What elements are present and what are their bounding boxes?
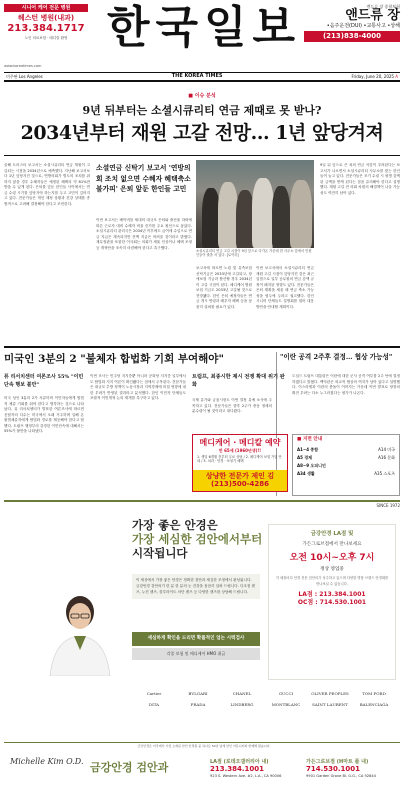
left-ad-note: 노인 의료보험 · 메디칼 환영 xyxy=(24,35,68,40)
section-divider xyxy=(4,346,400,348)
brand-logo: DITA xyxy=(148,702,160,707)
right-ad-phone: (213)838-4000 xyxy=(304,31,400,42)
brand-logo: MONTBLANC xyxy=(271,702,301,707)
optical-ad-headline: 가장 좋은 안경은 가장 세심한 검안에서부터 시작됩니다 xyxy=(132,518,263,560)
doctor-illustration xyxy=(40,590,120,676)
medicare-ad-title: 메디케어 · 메디칼 예약 xyxy=(193,438,287,448)
masthead-right-ad[interactable] xyxy=(304,4,400,64)
hours-box-oc-phone[interactable]: OC점 : 714.530.1001 xyxy=(297,599,367,607)
optical-ad-green-band: 세심하게 확인을 드리면 확률적인 업는 시력검사 xyxy=(132,632,260,646)
left-ad-name: 헤스턴 병원(내과) xyxy=(17,14,75,23)
iran-subhead: 트럼프, 최종시한 제시 전쟁 확대 위기 완화 xyxy=(192,374,285,388)
hours-box-line-a: 금강안경 LA점 및 xyxy=(310,531,354,537)
photo-figure xyxy=(218,182,238,248)
hours-box-la-phone[interactable]: LA점 : 213.384.1001 xyxy=(298,591,366,598)
brand-logo: OLIVER PEOPLES xyxy=(311,691,349,696)
immigration-column-2: 이번 조사는 민주당 지지층뿐 아니라 공화당 지지층 일부에서도 합법화 지지 여론이 확인됐다는 점에서 주목된다. 전문가들은 대규모 추방 정책이 노동시장과 지역경제에 미칠 영향에 대한 우려가 반영된 결과라고 분석했다. 한인 이민자 단체들도 포괄적 이민개혁 논의 재개를 촉구하고 있다. xyxy=(90,374,186,401)
photo-figure xyxy=(290,180,312,248)
right-ad-name: 앤드류 장 xyxy=(345,8,400,23)
english-title: THE KOREA TIMES xyxy=(171,73,223,80)
masthead-left-ad[interactable] xyxy=(4,4,88,64)
brand-logo: GUCCI xyxy=(278,691,294,696)
photo-caption: 소셜시큐리티 연금 고갈 시점이 9년 앞으로 다가온 가운데 한 사무소 앞에서 민원인들이 줄을 서 있다. [로이터] xyxy=(196,249,312,258)
masthead xyxy=(4,4,400,72)
lead-kicker: ■ 이슈 분석 xyxy=(188,93,216,99)
la-location[interactable]: LA점 (로데오갤러리아 내) 213.384.1001 923 S. Western Ave. #2, L.A., CA 90006 xyxy=(210,759,282,778)
brand-logo: BVLGARI xyxy=(188,691,208,696)
photo-figure xyxy=(252,178,274,248)
hours-box-copy: 각 매장마다 안경 전문 검안의가 상주하고 있으며 다양한 명품 브랜드 안경테를 만나보실 수 있습니다. xyxy=(275,576,389,586)
medicare-ad-subtitle: 만 65세 (1960년생)!! xyxy=(218,448,262,453)
brand-logo-strip xyxy=(132,688,396,710)
footer-note: 금강안경은 미국에서 가장 오래된 한인 안경원 중 하나로 50년 넘게 한인 커뮤니티와 함께해 왔습니다. xyxy=(137,744,271,748)
lead-column-4: 이번 보고서에서 소셜시큐리티 연금 재원 고갈 시점이 앞당겨진 것은 최근 입법으로 일부 공무원의 연금 감액 규정이 폐지된 영향도 있다. 전문가들은 은퇴 계획을 세울 때 연금 축소 가능성을 염두에 두라고 권고했다. 한인 시니어 단체들도 설명회를 열어 대응 방안을 안내할 계획이다. xyxy=(256,266,314,309)
medicare-ad-phone: 상냥한 전문가 제인 김 (213)500-4286 xyxy=(193,470,287,492)
hours-box-hours: 오전 10시~오후 7시 xyxy=(289,553,375,564)
lead-headline-main[interactable]: 2034년부터 재원 고갈 전망… 1년 앞당겨져 xyxy=(20,122,384,144)
immigration-column-1: 미국 성인 3분의 2가 서류미비 이민자들에게 합법적 체류 기회를 줘야 한다고 생각하는 것으로 나타났다. 퓨 리서치센터가 발표한 여론조사에 따르면 응답자의 다수는 미국에서 오래 거주하며 일해 온 불법체류자에게 합법화 경로를 제공해야 한다고 답했다. 트럼프 행정부의 강경한 이민단속에 대해서는 55%가 불만을 나타냈다. xyxy=(4,396,84,434)
site-url[interactable]: www.koreatimes.com xyxy=(4,64,42,68)
doctor-signature: Michelle Kim O.D. xyxy=(10,757,84,766)
dateline xyxy=(4,72,400,82)
optical-ad-footer xyxy=(4,742,400,796)
immigration-subhead: 퓨 리서치센터 여론조사 55% "이민단속 행보 불만" xyxy=(4,374,84,388)
index-row[interactable]: A5 경제 A16 문화 xyxy=(297,454,395,460)
brand-logo: TOM FORD xyxy=(362,691,386,696)
newspaper-title: 한국일보 xyxy=(106,2,301,53)
edition-label: 미주판 Los Angeles xyxy=(6,74,43,79)
right-ad-top: 앤드류 장 종합보험 xyxy=(366,4,400,9)
medicare-ad[interactable] xyxy=(192,434,288,492)
immigration-headline[interactable]: 미국인 3분의 2 "불체자 합법화 기회 부여해야" xyxy=(4,353,224,365)
brand-logo: CHANEL xyxy=(232,691,252,696)
issue-date: Friday, June 20, 2025 A xyxy=(351,74,398,79)
section-letter: A xyxy=(395,74,398,79)
left-ad-phone: 213.384.1717 xyxy=(7,23,85,34)
medicare-ad-lines: 1. 생일 6개월 전부터 무료 상담 / 2. 메디케어 보험 가입 안내 / 3. 치과 · 안경 · 보청기 혜택 xyxy=(197,455,282,464)
index-heading: ■ 지면 안내 xyxy=(297,437,323,442)
lead-column-1: 올해 트러스티 보고서는 소셜시큐리티 연금 재원이 고갈되는 시점을 2034년으로 예측했다. 지난해 보고서보다 1년 앞당겨진 것으로, 연방의회가 별도의 조치를 취하지 않을 경우 수혜자들은 예정된 혜택의 약 81%만 받을 수 있게 된다. 은퇴를 앞둔 한인들 사이에서는 연금 수령 시기를 앞당겨야 하는지를 두고 고민이 깊어지고 있다. 전문가들은 개인 재정 상황과 건강 상태를 종합적으로 고려해 결정해야 한다고 조언한다. xyxy=(4,163,90,206)
optical-logo: 금강안경 검안과 xyxy=(90,761,169,774)
lead-column-3: 보고서에 따르면 노령 및 유족보험 신탁기금은 2033년에 고갈되고, 장애보험 기금과 합산할 경우 2034년이 고갈 시점이 된다. 메디케어 병원보험 기금도 2033년 고갈될 것으로 전망됐다. 한인 은퇴 예정자들은 연금 개시 연령과 배우자 혜택 등을 꼼꼼히 살펴볼 필요가 있다. xyxy=(196,266,252,309)
iran-headline[interactable]: "이란 공격 2주후 결정… 협상 가능성" xyxy=(280,353,393,361)
page-index xyxy=(292,434,400,496)
right-ad-line: •음주운전(DUI) •교통사고 •상해 xyxy=(326,22,400,29)
optical-ad-copy: 이 세상에서 가장 좋은 안경은 정확한 검안과 세심한 조정에서 완성됩니다. 금강안경 검안의가 한 분 한 분의 눈 건강을 꼼꼼히 살펴 드립니다. 다초점 렌즈, 누진 렌즈, 블루라이트 차단 렌즈 등 다양한 렌즈를 상담해 드립니다. xyxy=(132,574,260,599)
brand-logo: BALENCIAGA xyxy=(359,702,389,707)
oc-location[interactable]: 가든그로브점 (H마트 플 내) 714.530.1001 9901 Garden Grove Bl. G.G., CA 92844 xyxy=(306,759,376,778)
iran-column-2: 국제 유가와 금융시장도 이번 결정 유예 소식에 주목하고 있다. 전문가들은 향후 2주가 중동 정세의 분수령이 될 것이라고 내다봤다. xyxy=(192,398,272,414)
hours-box-line-b: 가든그로브점에서 만나보세요 xyxy=(302,541,362,547)
index-row[interactable]: A34 생활 A35 스포츠 xyxy=(297,470,395,476)
lead-column-5: 9일 뒤 앞으로 큰 폭의 연금 삭감이 우려된다는 보고서가 나오면서 소셜시큐리티 사무소를 찾는 한인들이 늘고 있다. 전문가들은 조기 수령 시 평생 감액된 금액을 받게 된다는 점을 유의해야 한다고 설명했다. 재원 고갈 전 의회 차원의 해결책이 나올 가능성도 여전히 남아 있다. xyxy=(320,163,400,195)
lead-divider xyxy=(4,155,400,156)
iran-column-1: 도널드 트럼프 대통령은 이란에 대한 군사 공격 여부를 2주 안에 결정하겠다고 밝혔다. 백악관은 외교적 협상의 여지가 남아 있다고 설명했다. 이스라엘과 이란의 충돌이 이어지는 가운데 이번 발표로 당장의 확전 우려는 다소 누그러졌다는 평가가 나온다. xyxy=(292,374,400,395)
index-row[interactable]: A8~9 오피니언 xyxy=(297,462,326,468)
photo-figure xyxy=(272,186,290,248)
optical-ad-hours-box xyxy=(268,524,396,680)
lead-subhead: 소셜연금 신탁기 보고서 '연방의회 조치 없으면 수혜자 혜택축소 불가피' 은퇴 앞둔 한인들 고민 xyxy=(96,164,191,194)
lead-headline-top[interactable]: 9년 뒤부터는 소셜시큐리티 연금 제때로 못 받나? xyxy=(82,104,322,117)
optical-ad-insurance: 각종 보험 및 메디케어 HMO 취급 xyxy=(132,648,260,660)
optical-ad-since: SINCE 1972 xyxy=(376,503,400,508)
brand-logo: SAINT LAURENT xyxy=(312,702,348,707)
left-ad-band: 시니어 케어 전문 병원 xyxy=(4,4,88,12)
brand-logo: LINDBERG xyxy=(230,702,254,707)
brand-logo: PRADA xyxy=(190,702,206,707)
brand-logo: Cartier xyxy=(146,691,162,696)
index-row[interactable]: A1~4 종합 A14 미국 xyxy=(297,446,395,452)
lead-column-2: 이번 보고서는 베이비붐 세대의 대규모 은퇴와 출산율 하락에 따른 근로자 대비 수혜자 비율 증가를 주요 원인으로 꼽았다. 소셜시큐리티 관리국은 2034년 이후에도 급여세 수입으로 연금 지급은 계속되지만 전액 지급은 어려울 것이라고 밝혔다. 재무장관을 포함한 이사회는 의회가 세율 인상이나 혜택 조정 등 개혁안을 조속히 마련해야 한다고 촉구했다. xyxy=(96,218,192,250)
lead-photo[interactable] xyxy=(196,160,314,248)
hours-box-status: 정상 영업중 xyxy=(320,566,344,572)
